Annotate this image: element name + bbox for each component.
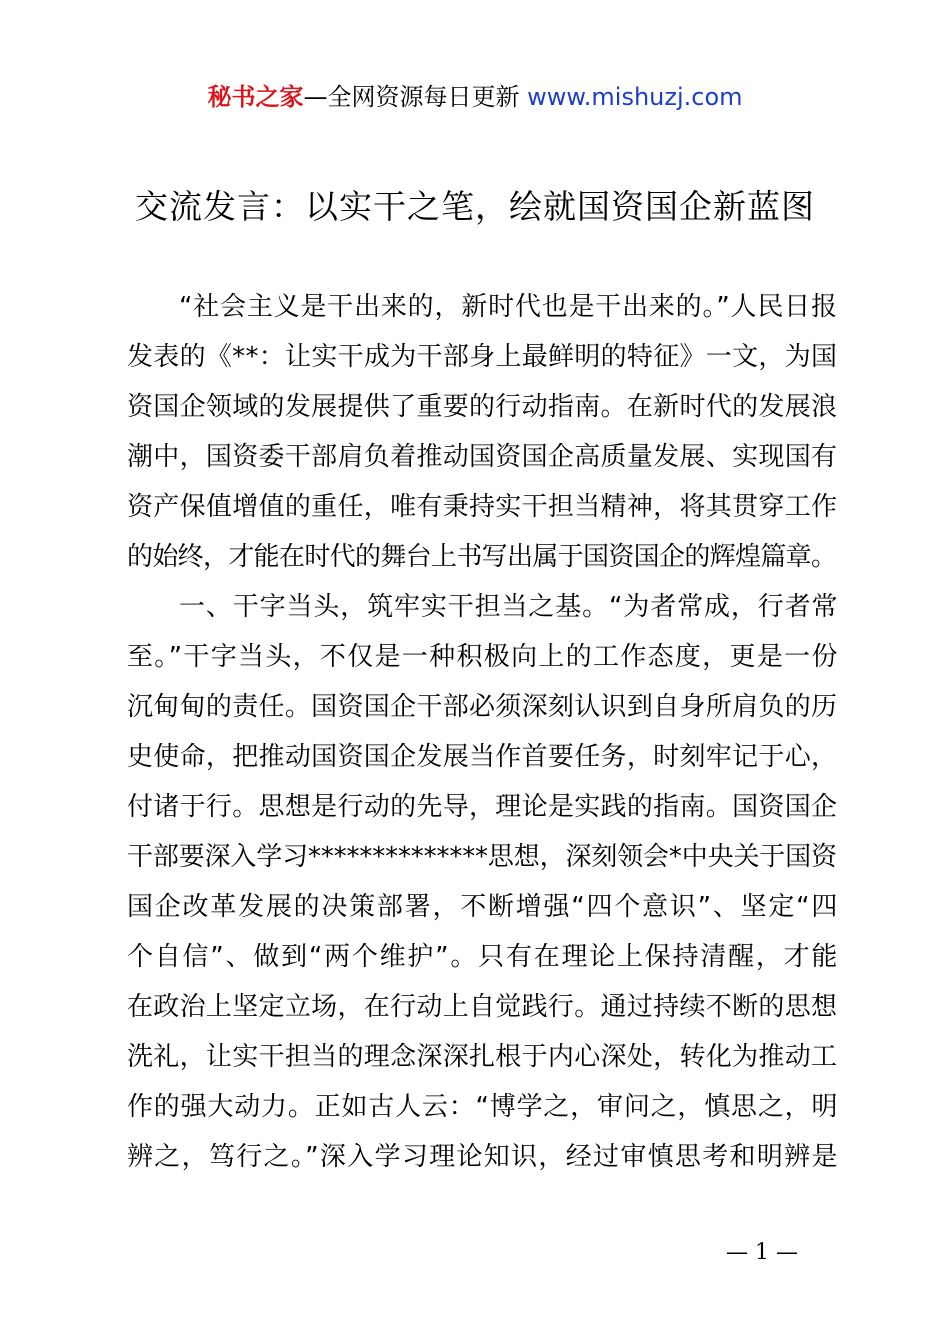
- document-body: [127, 282, 840, 1182]
- body-line: “社会主义是干出来的，新时代也是干出来的。”人民日报: [179, 292, 838, 322]
- body-line: 洗礼，让实干担当的理念深深扎根于内心深处，转化为推动工: [127, 1042, 838, 1072]
- body-line: 个自信”、做到“两个维护”。只有在理论上保持清醒，才能: [127, 942, 840, 972]
- body-line: 资产保值增值的重任，唯有秉持实干担当精神，将其贯穿工作: [127, 492, 838, 522]
- body-line: 潮中，国资委干部肩负着推动国资国企高质量发展、实现国有: [127, 442, 838, 472]
- body-line: 在政治上坚定立场，在行动上自觉践行。通过持续不断的思想: [127, 992, 838, 1022]
- body-line: 的始终，才能在时代的舞台上书写出属于国资国企的辉煌篇章。: [127, 542, 837, 572]
- body-line: 至。”干字当头，不仅是一种积极向上的工作态度，更是一份: [127, 642, 839, 672]
- body-line: 史使命，把推动国资国企发展当作首要任务，时刻牢记于心，: [127, 742, 838, 772]
- site-url-link[interactable]: www.mishuzj.com: [527, 83, 743, 111]
- document-title: 交流发言：以实干之笔，绘就国资国企新蓝图: [135, 187, 815, 226]
- body-line: 干部要深入学习**************思想，深刻领会*中央关于国资: [127, 842, 837, 872]
- body-line: 资国企领域的发展提供了重要的行动指南。在新时代的发展浪: [127, 392, 838, 422]
- page-number: — 1 —: [726, 1240, 798, 1265]
- body-line: 付诸于行。思想是行动的先导，理论是实践的指南。国资国企: [127, 792, 838, 822]
- body-line: 国企改革发展的决策部署，不断增强“四个意识”、坚定“四: [127, 892, 840, 922]
- site-tagline: —全网资源每日更新: [303, 83, 528, 111]
- body-line: 一、干字当头，筑牢实干担当之基。“为者常成，行者常: [179, 592, 839, 622]
- body-line: 沉甸甸的责任。国资国企干部必须深刻认识到自身所肩负的历: [127, 692, 838, 722]
- site-brand: 秘书之家: [207, 83, 304, 111]
- body-line: 辨之，笃行之。”深入学习理论知识，经过审慎思考和明辨是: [127, 1142, 839, 1172]
- site-header: [0, 80, 950, 114]
- body-line: 作的强大动力。正如古人云：“博学之，审问之，慎思之，明: [127, 1092, 839, 1122]
- body-line: 发表的《**：让实干成为干部身上最鲜明的特征》一文，为国: [127, 342, 838, 372]
